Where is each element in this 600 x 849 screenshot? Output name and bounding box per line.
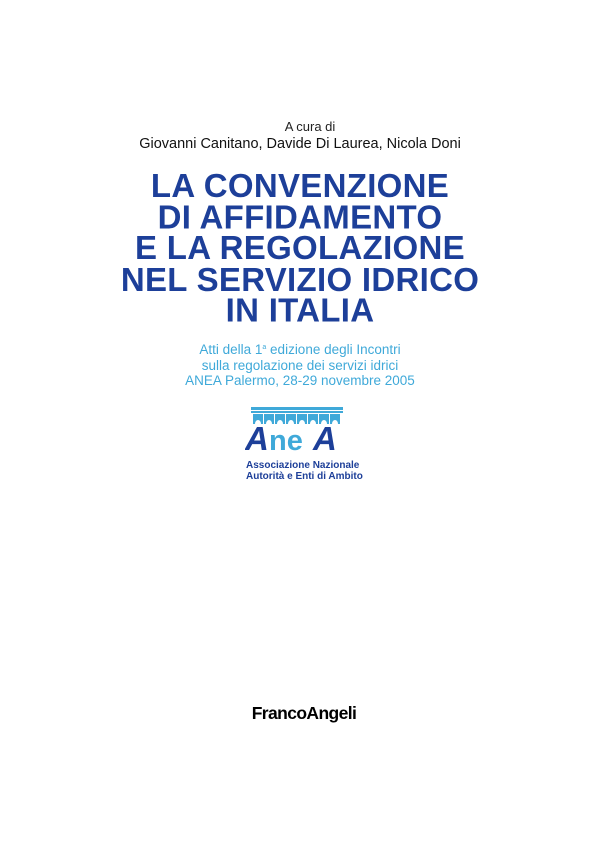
svg-text:ne: ne [269,425,303,457]
title-line-4: NEL SERVIZIO IDRICO [120,259,480,298]
editors-names: Giovanni Canitano, Davide Di Laurea, Nicola Doni [139,136,461,152]
book-title [0,166,600,329]
subtitle-line-1: Atti della 1$^a$ edizione degli Incontri [199,342,401,357]
logo-caption-line-1: Associazione Nazionale [246,460,360,471]
curated-by-label: A cura di [284,119,336,134]
title-line-3: E LA REGOLAZIONE [135,228,465,267]
logo-caption [246,461,363,482]
title-line-1: LA CONVENZIONE [150,166,450,205]
logo-caption-line-2: Autorità e Enti di Ambito [246,470,363,482]
title-line-2: DI AFFIDAMENTO [157,197,443,236]
svg-text:A: A [313,420,337,457]
svg-text:A: A [245,420,269,457]
subtitle-line-3: ANEA Palermo, 28-29 novembre 2005 [185,373,415,388]
subtitle-line-2: sulla regolazione dei servizi idrici [201,357,399,373]
publisher-name: FrancoAngeli [251,703,357,723]
anea-wordmark [245,420,337,457]
title-line-5: IN ITALIA [225,290,375,329]
book-subtitle [0,340,600,389]
editors-block [0,119,600,153]
